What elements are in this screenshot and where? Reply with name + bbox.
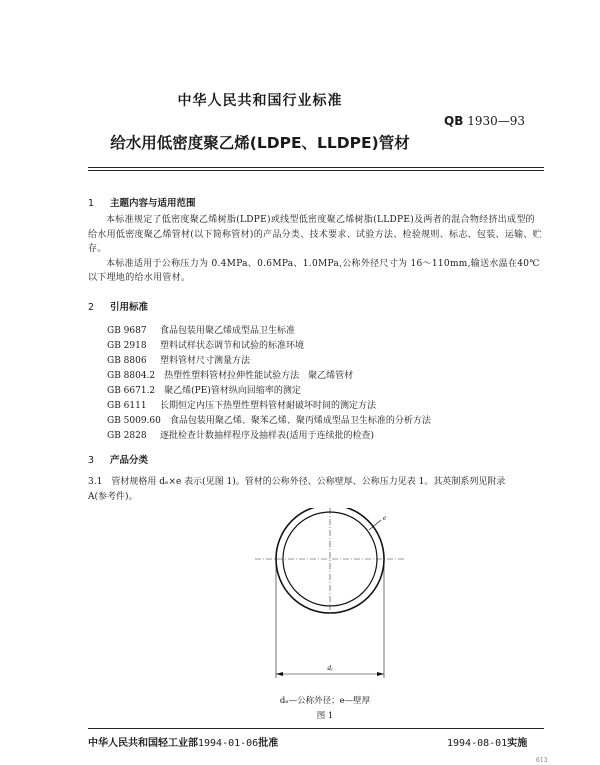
effective-label: 实施 [507,738,528,749]
reference-code: GB 2828 [107,431,147,441]
title-rule-thin [88,170,544,171]
standard-code-number: 1930—93 [467,114,525,128]
section-title: 引用标准 [110,302,149,313]
issue-label: 批准 [258,738,279,749]
clause-number: 3.1 [88,477,103,487]
document-title: 给水用低密度聚乙烯(LDPE、LLDPE)管材 [110,134,410,152]
pipe-cross-section-figure [255,508,405,688]
issue-info [88,734,278,749]
reference-item [107,398,376,411]
clause-3-1-line-2: A(参考件)。 [88,492,138,502]
reference-item [107,368,353,381]
section-number: 3 [88,455,95,466]
effective-info [447,734,527,749]
dimension-arrow-right [377,672,384,676]
reference-code: GB 8806 [107,356,147,366]
clause-text: 管材规格用 dₑ×e 表示(见图 1)。管材的公称外径、公称壁厚、公称压力见表 1。其英制系列见附录 [111,477,506,487]
standard-category-heading: 中华人民共和国行业标准 [177,93,343,109]
reference-item [107,383,301,396]
dimension-arrow-left [276,672,283,676]
section-number: 2 [88,302,95,313]
effective-date: 1994-08-01 [447,738,508,749]
wall-thickness-label: e [383,514,387,522]
issuing-authority: 中华人民共和国轻工业部 [88,738,198,749]
reference-code: GB 8804.2 [107,371,156,381]
standard-code-prefix: QB [444,114,464,128]
reference-item [107,323,295,336]
page-number: 613 [536,757,548,764]
figure-number: 图 1 [316,711,334,721]
reference-item [107,338,304,351]
reference-item [107,428,374,441]
reference-code: GB 6111 [107,401,147,411]
figure-caption: dₑ—公称外径；e—壁厚 [279,696,371,706]
reference-code: GB 9687 [107,326,147,336]
reference-title: 逐批检查计数抽样程序及抽样表(适用于连续批的检查) [160,431,375,441]
reference-code: GB 6671.2 [107,386,156,396]
reference-item [107,353,250,366]
reference-title: 食品包装用聚乙烯、聚苯乙烯、聚丙烯成型品卫生标准的分析方法 [169,416,431,426]
reference-code: GB 2918 [107,341,147,351]
section-1-heading [88,195,196,209]
section-number: 1 [88,198,95,209]
reference-title: 塑料管材尺寸测量方法 [160,356,251,366]
section-2-heading [88,299,148,313]
section-title: 产品分类 [110,455,149,466]
applicability-paragraph: 本标准适用于公称压力为 0.4MPa、0.6MPa、1.0MPa,公称外径尺寸为 16～110mm,输送水温在40℃以下埋地的给水用管材。 [88,258,540,283]
footer-rule [88,728,544,729]
outer-diameter-label: dₑ [327,664,333,672]
issue-date: 1994-01-06 [198,738,259,749]
reference-title: 食品包装用聚乙烯成型品卫生标准 [160,326,296,336]
clause-3-1-line-1 [88,474,505,487]
reference-title: 聚乙烯(PE)管材纵向回缩率的测定 [164,386,301,396]
title-rule-thick [88,167,544,168]
reference-title: 热塑性塑料管材拉伸性能试验方法 聚乙烯管材 [164,371,354,381]
section-title: 主题内容与适用范围 [110,198,196,209]
reference-title: 塑料试样状态调节和试验的标准环境 [160,341,305,351]
scope-paragraph: 本标准规定了低密度聚乙烯树脂(LDPE)或线型低密度聚乙烯树脂(LLDPE)及两者的混合物经挤出成型的给水用低密度聚乙烯管材(以下简称管材)的产品分类、技术要求、试验方法、检验规则、标志、包装、运输、贮存。 [88,215,543,254]
reference-title: 长期恒定内压下热塑性塑料管材耐破坏时间的测定方法 [160,401,377,411]
reference-item [107,413,431,426]
standard-code [444,114,525,128]
section-1-body [88,213,544,286]
section-3-heading [88,452,148,466]
reference-code: GB 5009.60 [107,416,161,426]
